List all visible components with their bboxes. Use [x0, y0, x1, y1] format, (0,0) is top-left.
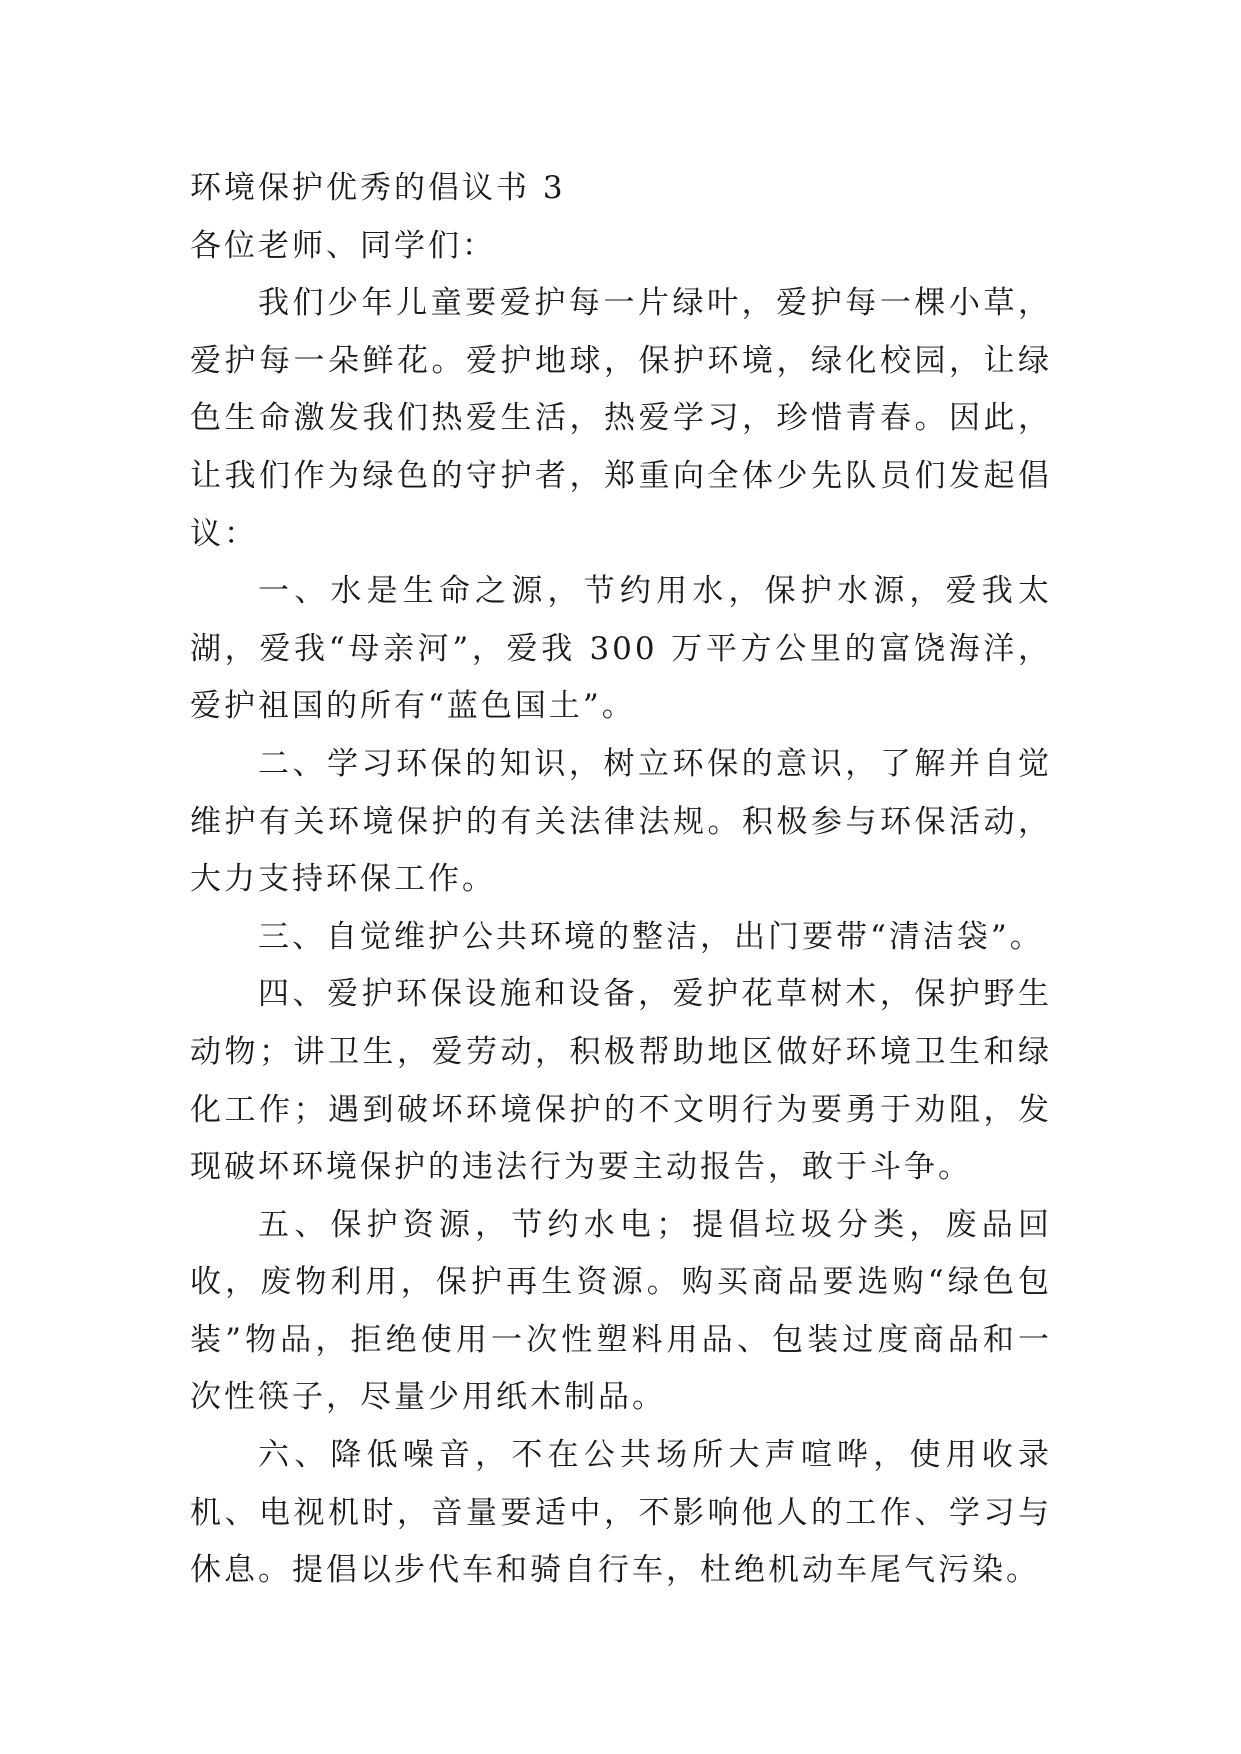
paragraph-item-2: 二、学习环保的知识，树立环保的意识，了解并自觉维护有关环境保护的有关法律法规。积极参与环保活动，大力支持环保工作。: [190, 745, 1052, 898]
paragraph-item-5: 五、保护资源，节约水电；提倡垃圾分类，废品回收，废物利用，保护再生资源。购买商品要选购“绿色包装”物品，拒绝使用一次性塑料用品、包装过度商品和一次性筷子，尽量少用纸木制品。: [190, 1206, 1052, 1416]
document-body: [190, 160, 1052, 1600]
paragraph-item-6: 六、降低噪音，不在公共场所大声喧哗，使用收录机、电视机时，音量要适中，不影响他人的工作、学习与休息。提倡以步代车和骑自行车，杜绝机动车尾气污染。: [190, 1437, 1052, 1589]
paragraph-intro: 我们少年儿童要爱护每一片绿叶，爱护每一棵小草，爱护每一朵鲜花。爱护地球，保护环境，绿化校园，让绿色生命激发我们热爱生活，热爱学习，珍惜青春。因此，让我们作为绿色的守护者，郑重向全体少先队员们发起倡议：: [190, 285, 1052, 552]
paragraph-item-3: 三、自觉维护公共环境的整洁，出门要带“清洁袋”。: [258, 918, 1044, 955]
paragraph-item-1: 一、水是生命之源，节约用水，保护水源，爱我太湖，爱我“母亲河”，爱我 300 万平方公里的富饶海洋，爱护祖国的所有“蓝色国土”。: [190, 573, 1052, 725]
document-title: 环境保护优秀的倡议书 3: [190, 170, 566, 206]
salutation: 各位老师、同学们：: [190, 227, 496, 264]
paragraph-item-4: 四、爱护环保设施和设备，爱护花草树木，保护野生动物；讲卫生，爱劳动，积极帮助地区做好环境卫生和绿化工作；遇到破坏环境保护的不文明行为要勇于劝阻，发现破坏环境保护的违法行为要主动报告，敢于斗争。: [190, 976, 1052, 1186]
